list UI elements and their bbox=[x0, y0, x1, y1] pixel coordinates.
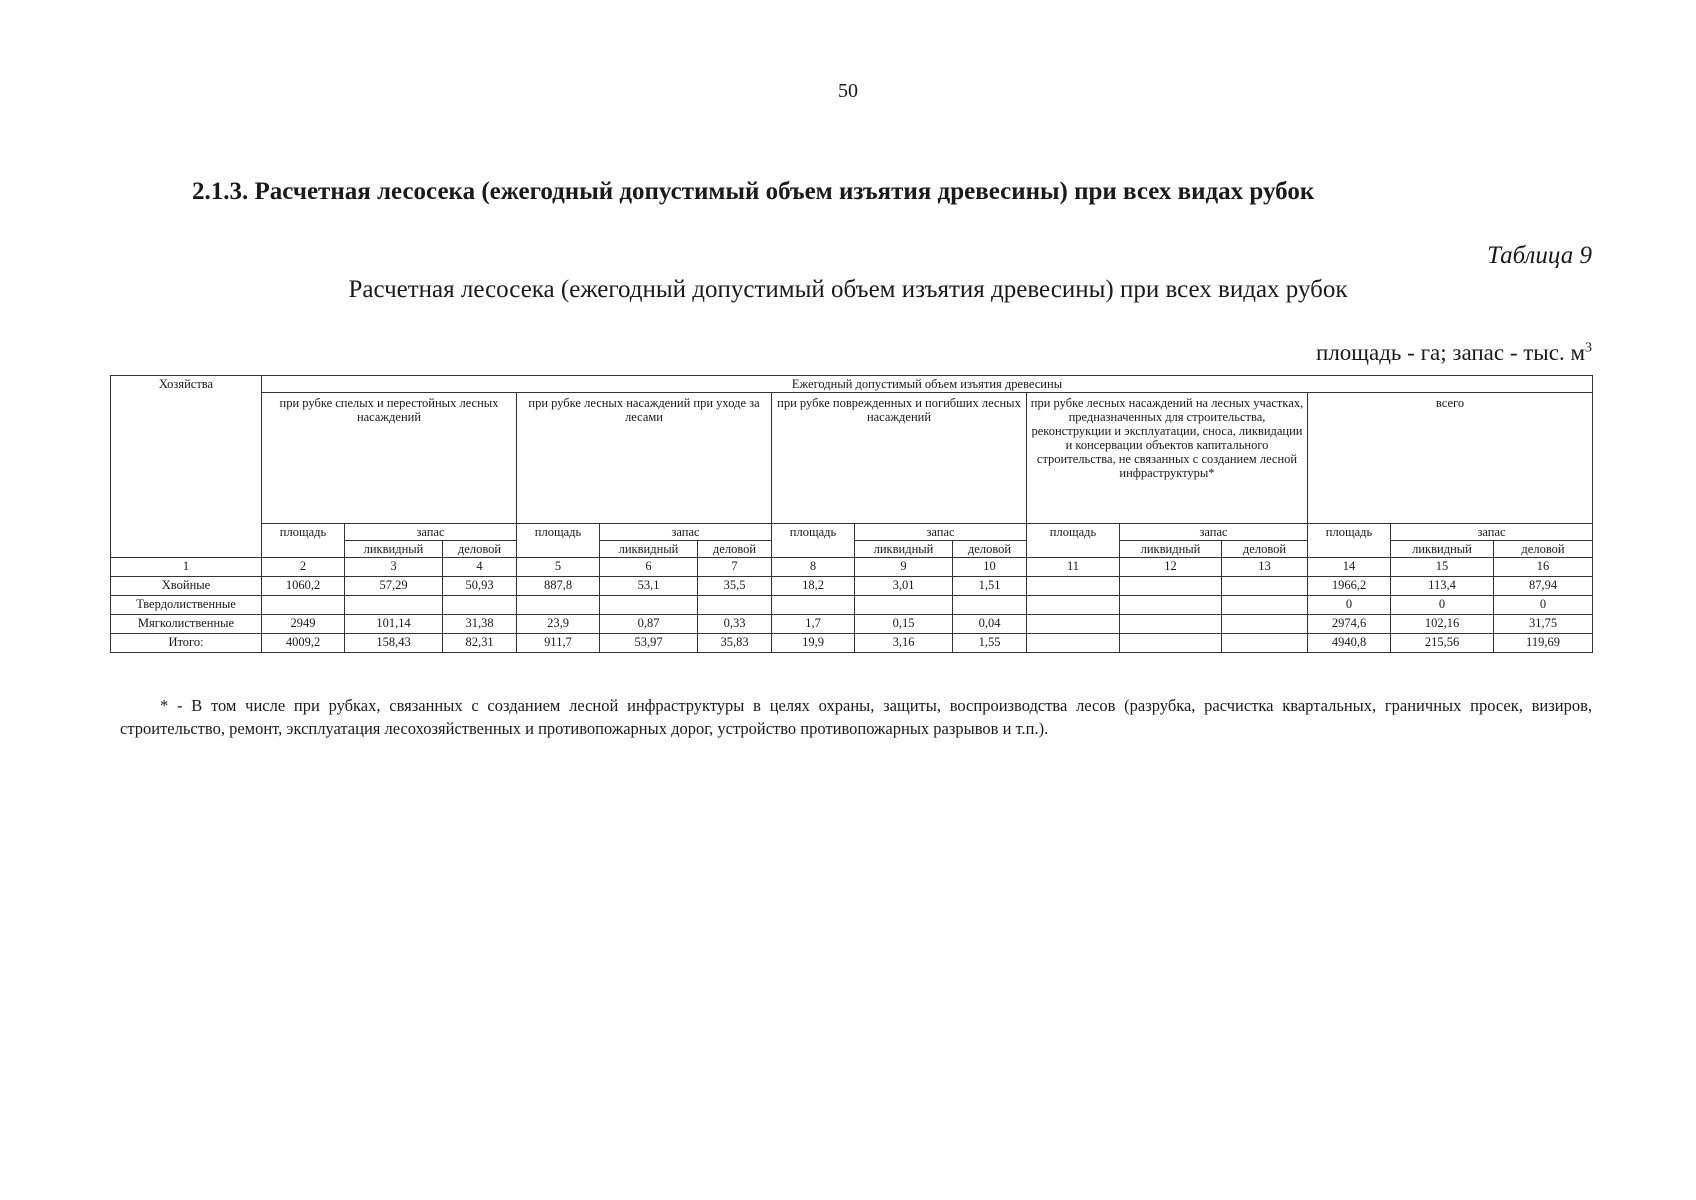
header-farms: Хозяйства bbox=[111, 376, 262, 558]
table-cell: 3,01 bbox=[855, 577, 953, 596]
table-caption: Расчетная лесосека (ежегодный допустимый объем изъятия древесины) при всех видах рубок bbox=[348, 276, 1348, 303]
header-stock: запас bbox=[1120, 524, 1308, 541]
header-business: деловой bbox=[443, 541, 517, 558]
header-stock: запас bbox=[600, 524, 772, 541]
table-cell bbox=[953, 596, 1027, 615]
table-cell bbox=[772, 596, 855, 615]
table-cell bbox=[600, 596, 698, 615]
header-liquid: ликвидный bbox=[855, 541, 953, 558]
table-cell bbox=[698, 596, 772, 615]
header-group-total: всего bbox=[1308, 393, 1593, 524]
header-row-groups bbox=[111, 393, 1593, 524]
table-row bbox=[111, 615, 1593, 634]
table-cell bbox=[1120, 596, 1222, 615]
section-heading: 2.1.3. Расчетная лесосека (ежегодный допустимый объем изъятия древесины) при всех видах рубок bbox=[192, 178, 1315, 205]
table-cell bbox=[262, 596, 345, 615]
table-cell bbox=[1222, 615, 1308, 634]
table-cell: 113,4 bbox=[1391, 577, 1494, 596]
table-cell bbox=[1027, 577, 1120, 596]
table-cell: 2974,6 bbox=[1308, 615, 1391, 634]
table-cell: 0,87 bbox=[600, 615, 698, 634]
column-number: 14 bbox=[1308, 558, 1391, 577]
table-cell bbox=[1120, 634, 1222, 653]
column-number: 10 bbox=[953, 558, 1027, 577]
table-cell: 53,1 bbox=[600, 577, 698, 596]
table-cell bbox=[1027, 596, 1120, 615]
allowable-cut-table bbox=[110, 375, 1593, 653]
table-label: Таблица 9 bbox=[1487, 242, 1592, 269]
column-number-row bbox=[111, 558, 1593, 577]
table-cell bbox=[1222, 577, 1308, 596]
header-area: площадь bbox=[1027, 524, 1120, 558]
table-cell: 0,04 bbox=[953, 615, 1027, 634]
table-cell bbox=[1027, 615, 1120, 634]
table-cell: 101,14 bbox=[345, 615, 443, 634]
table-row bbox=[111, 577, 1593, 596]
header-stock: запас bbox=[1391, 524, 1593, 541]
row-name: Хвойные bbox=[111, 577, 262, 596]
table-cell: 50,93 bbox=[443, 577, 517, 596]
table-cell: 1,55 bbox=[953, 634, 1027, 653]
table-cell: 31,38 bbox=[443, 615, 517, 634]
column-number: 6 bbox=[600, 558, 698, 577]
table-cell: 4940,8 bbox=[1308, 634, 1391, 653]
table-cell: 1966,2 bbox=[1308, 577, 1391, 596]
table-cell: 119,69 bbox=[1494, 634, 1593, 653]
units-text: площадь - га; запас - тыс. м bbox=[1316, 340, 1585, 365]
table-cell: 0 bbox=[1494, 596, 1593, 615]
header-liquid: ликвидный bbox=[1391, 541, 1494, 558]
table-cell: 87,94 bbox=[1494, 577, 1593, 596]
column-number: 9 bbox=[855, 558, 953, 577]
header-area: площадь bbox=[1308, 524, 1391, 558]
table-cell: 1060,2 bbox=[262, 577, 345, 596]
table-cell: 158,43 bbox=[345, 634, 443, 653]
table-cell: 35,83 bbox=[698, 634, 772, 653]
column-number: 16 bbox=[1494, 558, 1593, 577]
header-area: площадь bbox=[517, 524, 600, 558]
table-cell: 2949 bbox=[262, 615, 345, 634]
table-cell: 57,29 bbox=[345, 577, 443, 596]
table-cell bbox=[1120, 615, 1222, 634]
table-cell: 31,75 bbox=[1494, 615, 1593, 634]
column-number: 7 bbox=[698, 558, 772, 577]
column-number: 12 bbox=[1120, 558, 1222, 577]
footnote: * - В том числе при рубках, связанных с созданием лесной инфраструктуры в целях охраны, защиты, воспроизводства лесов (разрубка, расчистка квартальных, граничных просек, визиров, строительство, ремонт, эксплуатация лесохозяйственных и противопожарных дорог, устройство противопожарных разрывов и т.п.). bbox=[120, 696, 1592, 738]
table-cell: 911,7 bbox=[517, 634, 600, 653]
units-note bbox=[1316, 340, 1592, 366]
row-name: Итого: bbox=[111, 634, 262, 653]
table-cell bbox=[1222, 634, 1308, 653]
table-row bbox=[111, 596, 1593, 615]
header-business: деловой bbox=[1494, 541, 1593, 558]
column-number: 15 bbox=[1391, 558, 1494, 577]
table-cell bbox=[1120, 577, 1222, 596]
header-liquid: ликвидный bbox=[345, 541, 443, 558]
header-area: площадь bbox=[262, 524, 345, 558]
table-cell: 0 bbox=[1391, 596, 1494, 615]
header-row-main bbox=[111, 376, 1593, 393]
header-business: деловой bbox=[953, 541, 1027, 558]
header-group-damaged: при рубке поврежденных и погибших лесных насаждений bbox=[772, 393, 1027, 524]
table-row bbox=[111, 634, 1593, 653]
table-cell: 0,15 bbox=[855, 615, 953, 634]
table-cell bbox=[345, 596, 443, 615]
header-group-construction: при рубке лесных насаждений на лесных участках, предназначенных для строительства, реконструкции и эксплуатации, сноса, ликвидации и консервации объектов капитального строительства, не связанных с созданием лесной инфраструктуры* bbox=[1027, 393, 1308, 524]
header-row-sub bbox=[111, 524, 1593, 541]
column-number: 13 bbox=[1222, 558, 1308, 577]
table-cell: 82,31 bbox=[443, 634, 517, 653]
header-main: Ежегодный допустимый объем изъятия древесины bbox=[262, 376, 1593, 393]
header-business: деловой bbox=[698, 541, 772, 558]
table-cell bbox=[517, 596, 600, 615]
header-stock: запас bbox=[855, 524, 1027, 541]
column-number: 8 bbox=[772, 558, 855, 577]
header-business: деловой bbox=[1222, 541, 1308, 558]
column-number: 5 bbox=[517, 558, 600, 577]
row-name: Твердолиственные bbox=[111, 596, 262, 615]
table-cell: 53,97 bbox=[600, 634, 698, 653]
table-cell: 35,5 bbox=[698, 577, 772, 596]
table-cell: 3,16 bbox=[855, 634, 953, 653]
header-stock: запас bbox=[345, 524, 517, 541]
table-cell bbox=[443, 596, 517, 615]
header-group-mature: при рубке спелых и перестойных лесных насаждений bbox=[262, 393, 517, 524]
table-cell: 215,56 bbox=[1391, 634, 1494, 653]
table-cell: 4009,2 bbox=[262, 634, 345, 653]
column-number: 4 bbox=[443, 558, 517, 577]
page-number: 50 bbox=[838, 80, 858, 102]
header-liquid: ликвидный bbox=[1120, 541, 1222, 558]
table-cell: 0,33 bbox=[698, 615, 772, 634]
header-liquid: ликвидный bbox=[600, 541, 698, 558]
header-area: площадь bbox=[772, 524, 855, 558]
table-cell: 1,7 bbox=[772, 615, 855, 634]
column-number: 2 bbox=[262, 558, 345, 577]
table-cell bbox=[1027, 634, 1120, 653]
column-number: 11 bbox=[1027, 558, 1120, 577]
table-cell: 1,51 bbox=[953, 577, 1027, 596]
table-cell: 18,2 bbox=[772, 577, 855, 596]
table-cell: 0 bbox=[1308, 596, 1391, 615]
table-cell: 19,9 bbox=[772, 634, 855, 653]
table-cell: 887,8 bbox=[517, 577, 600, 596]
table-cell: 102,16 bbox=[1391, 615, 1494, 634]
column-number: 3 bbox=[345, 558, 443, 577]
units-superscript: 3 bbox=[1585, 340, 1592, 356]
row-name: Мягколиственные bbox=[111, 615, 262, 634]
header-group-thinning: при рубке лесных насаждений при уходе за лесами bbox=[517, 393, 772, 524]
table-cell: 23,9 bbox=[517, 615, 600, 634]
table-cell bbox=[1222, 596, 1308, 615]
table-cell bbox=[855, 596, 953, 615]
column-number: 1 bbox=[111, 558, 262, 577]
